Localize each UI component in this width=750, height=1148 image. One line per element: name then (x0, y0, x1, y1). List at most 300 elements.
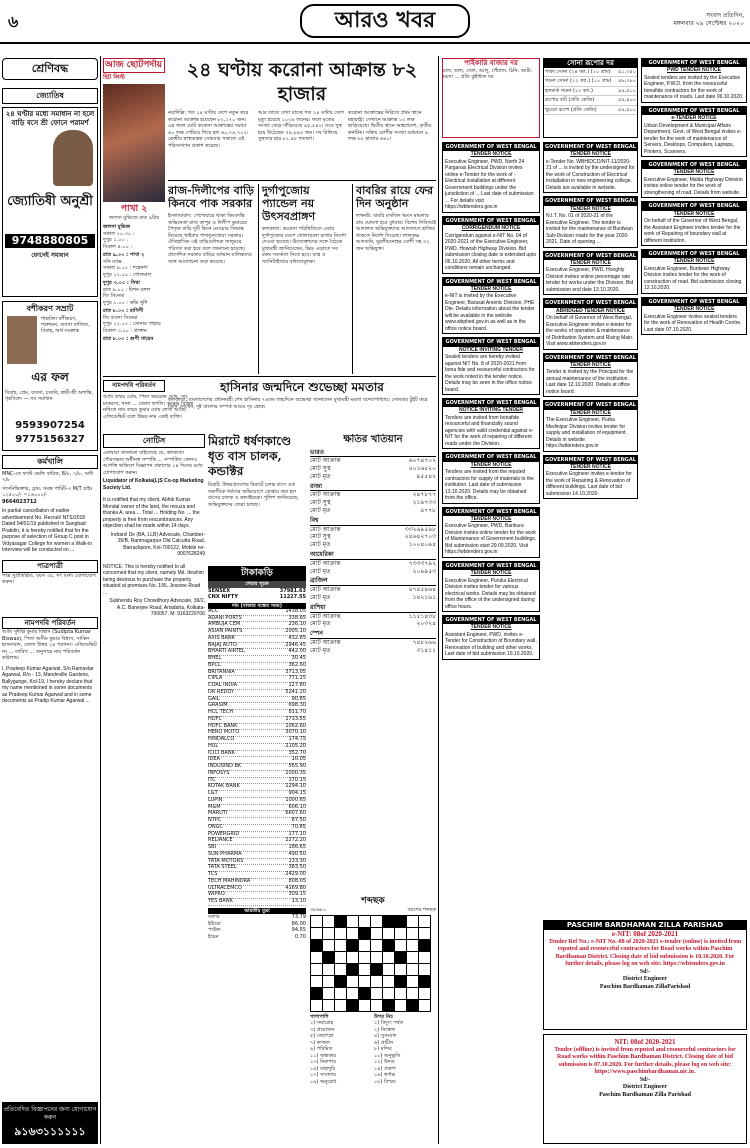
tender-title: TENDER NOTICE (470, 515, 512, 522)
down-list (374, 1020, 434, 1085)
tv-list-item: জলসা মুভিজ (103, 224, 131, 231)
covid-stats-label: মোট মৃত (310, 594, 331, 602)
crossword-cell (347, 963, 359, 975)
zilla-2-sign-1: Sd/- (639, 1076, 651, 1083)
astrologer-photo (53, 130, 93, 186)
stock-name: DR REDDY (208, 688, 235, 695)
stock-table-title: দাম (বাজার বন্ধের সময়) (208, 603, 306, 609)
tv-sub: হিট লিস্ট (103, 74, 125, 82)
stock-name: L&T (208, 790, 218, 796)
across-list (310, 1020, 370, 1085)
crossword-cell (311, 975, 323, 987)
stock-name: M&M (208, 803, 221, 810)
vashikaran-body: বিবাহ, প্রেম, ব্যবসা, চাকরি, স্বামী-স্ত্রী অশান্তি, গৃহবিবাদ — সব সমাধান (5, 389, 94, 402)
crossword-cell (407, 915, 419, 927)
tender-head: GOVERNMENT OF WEST BENGAL (642, 202, 746, 210)
jobs-text-1: MNC-তে ফাস্ট ভেন্ডি বারিক, 8/৮, ৭/৮, অধি ৭/৮ (2, 470, 94, 484)
crossword-cell (335, 915, 347, 927)
stock-price: 133.30 (288, 857, 306, 864)
covid-stats-label: মোট মৃত (310, 507, 331, 515)
crossword-cell (323, 939, 335, 951)
stock-name: IDEA (208, 756, 220, 763)
crossword-cell (383, 999, 395, 1011)
zilla-1-body: Tender Ref No.: e-NIT No.-08 of 2020-2021 e-tender (online) is invited from reputed and resourceful contractors for Road works within Paschim Bardhaman District. Closing date of bid submission is 10.10.2020. For further details, please log on web site: https://wbtenders.gov.in (548, 938, 742, 967)
covid-stats-row (310, 507, 436, 515)
tender-title: NOTICE INVITING TENDER (459, 407, 523, 414)
vashikaran-title: বশীকরণ সম্রাট (26, 303, 74, 313)
tender-body: Sealed tenders are invited by the Executive Engineer, P.W.D. from the resourceful bonafide contractors for the work of maintenance of roads. Last date 06.10.2020. (644, 74, 744, 101)
stock-name: WIPRO (208, 891, 225, 898)
crossword-cell (419, 975, 431, 987)
covid-stats-value: ৬০৭৪৭০২ (408, 457, 436, 465)
covid-stats-value: ১৪২১৬১ (412, 594, 436, 602)
covid-stats-row (310, 568, 436, 576)
covid-stats-value: ২০৯৯৫৩ (412, 567, 436, 575)
bottom-ad-phone: ৯১৬৩১১১১১১ (14, 1125, 86, 1138)
crossword-cell (395, 939, 407, 951)
stock-name: INDUSIND BK (208, 763, 242, 769)
crossword-cell (371, 963, 383, 975)
tender-head: GOVERNMENT OF WEST BENGAL (443, 399, 539, 407)
tender-notice (442, 507, 540, 558)
crossword-cell (335, 963, 347, 975)
covid-stats-value: ২৪৭৮৭৭ (412, 491, 436, 499)
crossword-cell (359, 975, 371, 987)
jobs-phone: 9664023712 (2, 498, 37, 505)
astro-ad (2, 107, 98, 297)
gold-title: সোনা রূপোর দর (544, 59, 637, 68)
tender-body: e-NIT is invited by the Executive Engineer, Barasat Arsenic Division, PHE Dte. Details information about the tender will be available in the website www.wbphed.gov.in as well as in the office notice board. (445, 293, 535, 332)
across-clue: ১) সমারোহ (310, 1020, 334, 1027)
tv-caption-2: জলসা মুভিজে রাত ৯টায় (108, 215, 160, 221)
stock-name: LUPIN (208, 796, 223, 803)
stock-row (208, 899, 306, 906)
covid-stats-label: মোট আক্রান্ত (310, 612, 341, 620)
crossword-cell (395, 975, 407, 987)
crossword-cell (347, 987, 359, 999)
stock-list (208, 609, 306, 906)
stock-price: 904.15 (288, 790, 306, 796)
tender-body: Tender is invited by the Principal for the annual maintenance of the institution. Last date 12.10.2020. Details at office notice board. (546, 369, 634, 395)
tender-notice (641, 160, 747, 198)
covid-stats-label: মোট আক্রান্ত (310, 457, 341, 465)
crossword-cell (323, 915, 335, 927)
covid-stats-row (310, 560, 436, 568)
stock-name: HDFC BANK (208, 722, 238, 729)
vashikaran-phone-2: 9775156327 (15, 433, 85, 445)
crossword-cell (407, 975, 419, 987)
tender-body: Executive Engineer, PWD, Hooghly Division invites online percentage rate tender for works under the Division. Bid submission end date 13.10.2020. (546, 267, 634, 293)
crossword-cell (407, 999, 419, 1011)
crossword-cell (407, 951, 419, 963)
jobs-text-2: সাসনিভিক্তার, ড্রাম, সমস্ত পার্মিট-৩ M/T চাইঃ ১২৫০০/- ~১৬০০০/- (2, 485, 93, 499)
currency-list (208, 914, 306, 940)
tender-title: TENDER NOTICE (673, 306, 715, 312)
notice-english-signer-2: Subhendu Roy Chowdhury Advocate, 39/2, A.C. Banerjee Road, Ariadaha, Kolkata-700057. M: 9163229706 (109, 598, 205, 617)
covid-stats-value: ৯৫৫৪২ (416, 472, 436, 480)
down-clue: ১৮) বিস্ময় (374, 1078, 396, 1085)
stock-name: TCS (208, 871, 218, 877)
zilla-2-sign-3: Paschim Bardhaman Zilla Parishad (599, 1091, 691, 1098)
article-2-body: কলকাতা: করোনা পরিস্থিতিতে এবার দুর্গাপুজোর মণ্ডপ খোলামেলা রাখার নির্দেশ দেওয়া হয়েছে। উদ্যোক্তাদের সঙ্গে বৈঠকে মুখ্যমন্ত্রী জানিয়েছেন, ভিড় এড়াতে সব রকম সতর্কতা নিতে হবে। মাস্ক ও স্যানিটাইজার বাধ্যতামূলক। (262, 226, 346, 265)
currency-name: পাউন্ড (208, 927, 221, 933)
crossword-cell (311, 963, 323, 975)
article-1-headline: রাজ-দিলীপের বাড়ি কিনবে পাক সরকার (168, 184, 254, 210)
crossword-cell (419, 999, 431, 1011)
name-change-2-body: আমি তন্ময় ঘোষ, পিতা অমরেন্দ্র ঘোষ, সাং মাকরসা, থানা ... জেলা হুগলি। আমার বিভিন্ন নথিতে নাম তন্ময় কুমার ঘোষ লেখা আছে। এফিডেভিট বলে উভয় নাম একই ব্যক্তি। (103, 394, 194, 420)
crossword-cell (395, 963, 407, 975)
tender-title: TENDER NOTICE (470, 461, 512, 468)
stock-price: 309.15 (288, 891, 306, 898)
tender-body: Executive Engineer, PWD, Bankura Division invites online tender for the work of Maintenance of Government buildings. Bid submission start 29.09.2020. Visit https://wbtenders.gov.in (445, 523, 537, 556)
stock-name: ULTRACEMCO (208, 884, 242, 891)
column-divider (100, 56, 101, 1144)
covid-stats-label: মোট সুস্থ (310, 499, 331, 507)
crossword-cell (311, 987, 323, 999)
classified-column (2, 58, 98, 1148)
zilla-notice-1 (543, 920, 747, 1030)
market-title: পাইকারি বাজার দর (464, 59, 518, 67)
tender-head: GOVERNMENT OF WEST BENGAL (545, 252, 636, 259)
stock-price: 174.75 (288, 736, 306, 742)
currency-name: ডলার (208, 914, 220, 920)
astro-phone: 9748880805 (5, 234, 95, 248)
stock-name: ITC (208, 776, 216, 783)
stock-price: 30.45 (291, 655, 306, 661)
tender-title: CORRIGENDUM NOTICE (461, 225, 521, 231)
tender-title: TENDER NOTICE (470, 570, 512, 576)
crossword-cell (359, 927, 371, 939)
stock-price: 606.10 (288, 803, 306, 810)
currency-name: ইউরো (208, 920, 221, 927)
tv-list-item: দুপুর ১.০০ : কভি খুশি (103, 299, 148, 306)
vashikaran-desc: শাস্ত্রবিদ্য বশীকরণ, শত্রুদমন, ব্যবসা বাণিজ্য, বিবাহ, অর্থ সংক্রান্ত (41, 315, 90, 335)
down-clue: ৬) প্রাচীন (374, 1039, 394, 1046)
tender-body: Sealed tenders are hereby invited against NIT No. 8 of 2020-2021 from bona fide and resourceful contractors for the work noted in the tender notice. Details may be seen in the office notice board. (445, 354, 535, 393)
crossword-prev-title: আগের শব্দছক (407, 907, 436, 914)
vashikaran-photo (7, 316, 37, 364)
article-1-body: ইসলামাবাদ: পেশোয়ারে থাকা কিংবদন্তি অভিনেতা রাজ কাপুর ও দিলীপ কুমারের পৈতৃক বাড়ি দুটি কিনে নেওয়ার সিদ্ধান্ত নিয়েছে খাইবার পাখতুনখোয়া সরকার। ঐতিহাসিক এই বাড়িগুলিকে জাদুঘরে পরিণত করা হবে বলে জানানো হয়েছে। প্রাদেশিক সরকার বাড়ির বর্তমান মালিকদের সঙ্গে আলোচনা শুরু করেছে। (168, 213, 252, 265)
stock-name: ONGC (208, 823, 224, 830)
tv-header: আজ ছোটপর্দায় (103, 58, 165, 73)
stock-name: GAIL (208, 695, 220, 702)
across-clue: ৫) জ্যোৎস্না (310, 1033, 334, 1040)
covid-stats-value: ৪৭৪৫৪৬৪ (408, 586, 436, 594)
down-clue: ১৬) স্বর্ণাভ (374, 1072, 396, 1079)
stock-price: 2105.20 (285, 742, 306, 749)
crossword-across (310, 1014, 370, 1086)
covid-stats-value: ৫০১৬৫২০ (408, 465, 436, 473)
sensex-title: টাকাকড়ি (208, 566, 306, 581)
covid-stats-value: ৩১৪১১ (416, 646, 436, 654)
divider (168, 180, 436, 181)
crossword-cell (371, 915, 383, 927)
stock-price: 2005.10 (285, 628, 306, 634)
vashikaran-ad (2, 301, 98, 451)
covid-stats-value: ৭৩৩৩৭৯২ (408, 559, 436, 567)
stock-price: 352.70 (288, 749, 306, 756)
tender-title: TENDER NOTICE (470, 285, 512, 292)
tender-head: GOVERNMENT OF WEST BENGAL (443, 143, 539, 151)
tv-list-item: দুপুর ১.০০ : (103, 237, 128, 244)
covid-col-1: নয়াদিল্লি: গত ২৪ ঘণ্টায় দেশে নতুন করে করোনা আক্রান্ত হয়েছেন ৮২,১৭০ জন। এর ফলে মোট করোনা আক্রান্তের সংখ্যা ৬০ লক্ষ পেরিয়ে গিয়ে হল ৬০,৭৪,৭০২। কেন্দ্রীয় স্বাস্থ্যমন্ত্রক সোমবার সকালে এই পরিসংখ্যান প্রকাশ করেছে। (168, 110, 249, 149)
masthead (0, 0, 750, 44)
gold-row (544, 87, 637, 97)
crossword-cell (371, 927, 383, 939)
down-clue: ১) বিদ্যুৎ পর্বত (374, 1020, 404, 1027)
down-clue: ৪) সুসংবাদ (374, 1033, 397, 1040)
mirage-headline: মিরাটে ধর্ষণকাণ্ডে ধৃত বাস চালক, কন্ডাক্টর (208, 434, 292, 478)
tender-head: GOVERNMENT OF WEST BENGAL (443, 508, 539, 516)
classified-header: শ্রেণিবদ্ধ (2, 58, 98, 80)
tender-head: GOVERNMENT OF WEST BENGAL (545, 300, 636, 307)
crossword-cell (311, 951, 323, 963)
crossword-cell (407, 963, 419, 975)
stock-price: 70.85 (291, 823, 306, 830)
tender-body: The Executive Engineer, Purba Medinipur Division invites tender for supply and installation of equipment. Details in website https://wbtenders.gov.in (546, 417, 627, 449)
astro-name: জ্যোতিষী অনুশ্রী (7, 193, 93, 209)
zilla-notice-2 (543, 1034, 747, 1144)
down-clue: ৮) মন্দির (374, 1046, 392, 1053)
crossword-cell (395, 999, 407, 1011)
tender-title: ABRIDGED TENDER NOTICE (556, 307, 625, 314)
crossword-cell (323, 927, 335, 939)
tender-body: Executive Engineer invites sealed tenders for the work of Renovation of Health Centre. Last date 07.10.2020. (644, 313, 742, 333)
divider (103, 376, 436, 377)
crossword-cell (383, 975, 395, 987)
stock-price: 10.05 (291, 756, 306, 763)
stock-price: 1062.60 (285, 722, 306, 729)
covid-stats-region: আমেরিকা (310, 551, 436, 560)
crossword-cell (419, 951, 431, 963)
gold-item: হলমার্ক গয়না (২২ ক্যা.) (545, 87, 593, 94)
crossword-cell (359, 939, 371, 951)
tender-body: Executive Engineer, Purulia Electrical Division invites tender for various electrical works. Details may be obtained from the office of the undersigned during office hours. (445, 577, 536, 610)
tender-title: TENDER NOTICE (673, 258, 715, 265)
tv-caption: পাখা ২ (120, 203, 148, 214)
crossword-number: ৩৮৬৮১ (310, 907, 327, 914)
crossword-cell (347, 999, 359, 1011)
gold-row (544, 68, 637, 78)
down-title: উপর নিচ (374, 1013, 393, 1020)
crossword-cell (383, 951, 395, 963)
crossword-down (374, 1014, 434, 1086)
name-change-2-body-box (103, 394, 205, 430)
tender-title: TENDER NOTICE (570, 463, 611, 470)
stock-price: 236.10 (288, 621, 306, 628)
article-3-body: লখনউ: বাবরি মসজিদ ধ্বংস মামলার রায় ঘোষণা হবে বুধবার। বিশেষ সিবিআই আদালত অভিযুক্তদের আদালতে হাজির থাকতে নির্দেশ দিয়েছে। লালকৃষ্ণ আদবানি, মুরলীমনোহর যোশী সহ ৩২ জন অভিযুক্ত। (356, 213, 436, 252)
stock-name: GRASIM (208, 702, 228, 709)
currency-name: ইয়েন (208, 933, 219, 940)
sensex-label: SENSEX (208, 587, 231, 594)
stock-price: 5241.20 (285, 688, 306, 695)
tender-head: GOVERNMENT OF WEST BENGAL (642, 298, 746, 306)
tender-body: Executive Engineer, Malda Highway Division invites online tender for the work of strengthening of road. Details from website. (644, 176, 743, 196)
zilla-2-sign-2: District Engineer (622, 1084, 668, 1091)
crossword-cell (383, 939, 395, 951)
tv-list-item: সকাল ১০.৩০ : (103, 230, 135, 237)
sensex-section (208, 566, 306, 1126)
covid-stats-region: ভারত (310, 449, 436, 458)
article-1 (168, 184, 254, 374)
tv-photo (103, 84, 165, 202)
covid-stats-row (310, 639, 436, 647)
stock-name: AXIS BANK (208, 634, 235, 641)
tender-title: TENDER NOTICE (570, 151, 611, 158)
stock-name: SUN PHARMA (208, 850, 242, 857)
tender-notice (543, 400, 638, 451)
crossword-cell (335, 987, 347, 999)
stock-price: 177.10 (288, 830, 306, 837)
tender-column-3 (641, 58, 747, 578)
column-divider (438, 56, 439, 1144)
tv-list (103, 224, 165, 343)
tender-notice (641, 201, 747, 246)
covid-stats-value: ১০০৪০৯৪ (408, 541, 436, 549)
sensex-value: 37981.63 (279, 587, 306, 594)
tender-title: TENDER NOTICE (673, 210, 715, 217)
zilla-2-body: Tender (offline) is invited from reputed and resourceful contractors for Road works within Paschim Bardhaman District. Closing date of bid submission is 07.10.2020. For further details, please log on web site: https://www.paschimbardhaman.nic.in. (554, 1046, 736, 1076)
crossword-cell (371, 951, 383, 963)
stock-name: HERO MOTO (208, 729, 240, 736)
crossword-cell (347, 951, 359, 963)
stock-price: 565.90 (288, 763, 306, 769)
crossword-cell (407, 927, 419, 939)
crossword-cell (359, 963, 371, 975)
covid-stats-label: মোট সুস্থ (310, 465, 331, 473)
crossword-cell (419, 915, 431, 927)
crossword-cell (311, 999, 323, 1011)
tender-notice (442, 277, 540, 335)
hasina-body: কলকাতা: বাংলাদেশের প্রধানমন্ত্রী শেখ হাসিনার ৭৪তম জন্মদিনে শুভেচ্ছা জানালেন মুখ্যমন্ত্রী মমতা বন্দ্যোপাধ্যায়। সোমবার টুইট করে তিনি লেখেন, দুই বাংলার সম্পর্ক আরও দৃঢ় হোক। (168, 397, 428, 410)
covid-stats (310, 434, 436, 684)
covid-stats-label: মোট মৃত (310, 472, 331, 480)
covid-stats-label: মোট মৃত (310, 620, 331, 628)
tender-title: TENDER NOTICE (570, 205, 611, 212)
crossword-cell (359, 999, 371, 1011)
gold-price: ৫৯,৫০০ (618, 106, 636, 113)
currency-rate: 86.00 (291, 920, 306, 927)
bottom-ad-text: প্রতিবেদিত বিজ্ঞাপনের জন্য যোগাযোগ করুন (3, 1106, 97, 1121)
stock-price: 1000.35 (285, 769, 306, 776)
tender-title: TENDER NOTICE (470, 151, 512, 158)
gold-price: ৪৮,৭৮০ (618, 78, 636, 85)
gold-list (544, 68, 637, 116)
tender-notice (442, 615, 540, 660)
stock-name: KOTAK BANK (208, 783, 240, 790)
tv-list-item: দুপুর ১২.০০ : গোলমাল (103, 271, 152, 278)
currency-rate: 73.79 (291, 914, 306, 920)
articles-row (168, 184, 436, 374)
gold-item: পাকা সোনা (২৪ ক্যা.) (১০ গ্রাম) (545, 68, 611, 75)
crossword-cell (395, 915, 407, 927)
tender-column-1 (442, 142, 540, 1142)
crossword-cell (311, 915, 323, 927)
gold-price: ৫৯,৪০০ (618, 97, 636, 104)
tender-head: GOVERNMENT OF WEST BENGAL (545, 456, 636, 463)
tender-title: TENDER NOTICE (570, 361, 611, 368)
notice-signer: Liquidator of Kolkata(L)S Co-op Marketing Society Ltd. (103, 478, 204, 491)
covid-stats-region: স্পেন (310, 630, 436, 639)
tender-head: GOVERNMENT OF WEST BENGAL (545, 402, 636, 409)
tender-notice (442, 216, 540, 274)
stock-price: 811.70 (288, 709, 306, 715)
classified-bottom-ad (2, 1102, 98, 1144)
gold-row (544, 96, 637, 106)
jobs-title: কর্মখালি (2, 455, 98, 469)
notice-english-signer: Indranil De (BA, LLB) Advocate, Chamber-35/B, Ramnagarpur Old Calcutta Road, Barrackpore, Kol-700122, Mobile no-9007628249 (110, 531, 205, 557)
covid-stats-title: ক্ষতির খতিয়ান (343, 434, 403, 445)
zilla-1-title: e-NIT: 08of 2020-2021 (611, 929, 679, 938)
tender-notice (543, 251, 638, 296)
stock-name: HUL (208, 742, 219, 749)
covid-stats-label: মোট আক্রান্ত (310, 639, 341, 647)
astro-ad-text: ২৪ ঘণ্টার মধ্যে সমাধান না হলে বাড়ি বসে শ্রী ফোনে পরামর্শ (5, 109, 95, 127)
covid-story (168, 58, 436, 178)
stock-price: 3713.05 (285, 668, 306, 675)
crossword-cell (359, 915, 371, 927)
tender-body: Urban Development & Municipal Affairs Department, Govt. of West Bengal invites e-tender for the work of maintenance of Servers, Desktops, Computers, Laptops, Printers, Scanners. (644, 122, 742, 155)
name-change-body: আমি সুদীপ্ত কুমার বিশ্বাস (Sudipta Kumar Biswas), পিতা অসীম কুমার বিশ্বাস, সাকিন হাসনাবাদ, জেলা উত্তর ২৪ পরগনা। এফিডেভিট নং ... তারিখ ... অনুসারে নাম পরিবর্তন করিলাম। (2, 629, 97, 662)
tender-head: GOVERNMENT OF WEST BENGAL (642, 250, 746, 258)
stock-name: AMBUJA CEM (208, 621, 241, 628)
stock-price: 87.50 (291, 817, 306, 823)
tender-title: e-TENDER NOTICE (671, 115, 717, 121)
tender-title: TENDER NOTICE (570, 409, 611, 416)
tv-list-item: রাত ৯.০০ : পাখা ২ (103, 252, 145, 259)
covid-stats-value: ২৪৬৪২৭০৩ (404, 533, 436, 541)
zilla-1-sign-2: District Engineer (622, 976, 668, 982)
crossword-cell (395, 951, 407, 963)
tender-notice (641, 249, 747, 294)
stock-price: 3070.10 (285, 729, 306, 736)
tv-list-item: জি বাংলা সিনেমা (103, 314, 138, 321)
crossword-cell (371, 999, 383, 1011)
tv-list-item: রাত ৮.০০ : রাগিণী (103, 308, 144, 315)
crossword-cell (419, 939, 431, 951)
tender-body: On behalf of the Governor of West Bengal, the Assistant Engineer invites tender for the work of Repairing of boundary wall at different institution. (644, 218, 741, 244)
tv-list-item: দুপুর ১২.০০ : সোনার পাহাড় (103, 321, 161, 328)
down-clue: ১৪) প্রকাশ (374, 1065, 396, 1072)
page-title: আরও খবর (300, 4, 470, 38)
tender-notice (442, 142, 540, 213)
crossword (310, 896, 436, 1144)
stock-name: POWERGRID (208, 830, 240, 837)
crossword-cell (383, 927, 395, 939)
covid-stats-row (310, 465, 436, 473)
tender-body: N.I.T. No. 01 of 2020-21 of the Executive Engineer. The tender is invited for the maintenance of Burdwan Sub-Division roads for the year 2020-2021. Date of opening ... (546, 213, 633, 245)
article-3 (352, 184, 436, 374)
nifty-value: 11227.55 (279, 594, 306, 600)
covid-stats-row (310, 594, 436, 602)
covid-stats-value: ৩৩২৬৯৫৯৮ (404, 525, 436, 533)
stock-name: ACC (208, 607, 219, 614)
down-clue: ১০) অনুভূতি (374, 1052, 401, 1059)
tv-list-item: জি সিনেমা (103, 293, 125, 300)
stock-price: 2272.20 (285, 837, 306, 844)
stock-name: BHEL (208, 655, 222, 661)
page-number: ৬ (8, 12, 19, 31)
stock-name: TATA MOTORS (208, 857, 244, 864)
tender-notice (442, 452, 540, 503)
page-date (674, 12, 744, 29)
crossword-cell (359, 987, 371, 999)
notice-english-2: NOTICE: This is hereby notified to all concerned that my client, namely Md. Ibrahim being desirous to purchase the property situated at premises No. 195, Jessore Road ... (103, 563, 204, 596)
patrapatri-title: পাত্রপাত্রী (2, 560, 98, 573)
covid-stats-value: ৭৪৮২৬৬ (412, 639, 436, 647)
stock-price: 1294.10 (285, 783, 306, 790)
across-clue: ১৫) বাহাদুরি (310, 1065, 336, 1072)
